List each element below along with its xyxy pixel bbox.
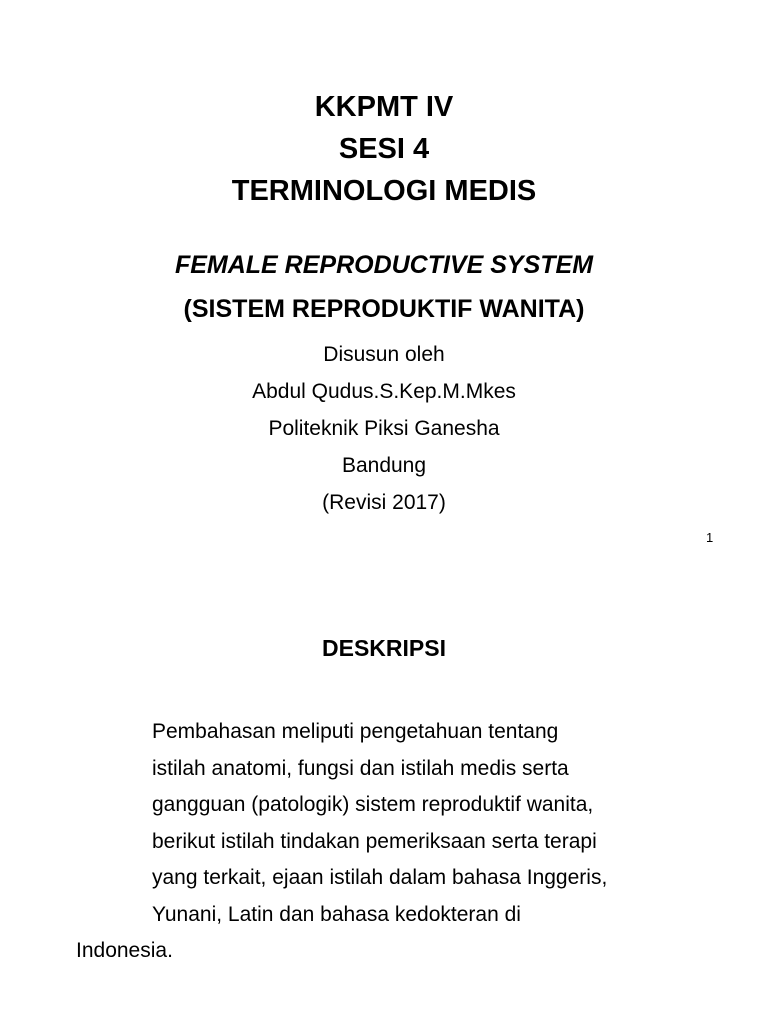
credit-institution: Politeknik Piksi Ganesha — [268, 417, 500, 440]
paragraph-line: gangguan (patologik) sistem reproduktif wanita, — [152, 793, 594, 816]
title-line-session: SESI 4 — [338, 133, 430, 165]
paragraph-line: Yunani, Latin dan bahasa kedokteran di — [152, 902, 521, 926]
cover-title — [0, 86, 768, 212]
subtitle-english: FEMALE REPRODUCTIVE SYSTEM — [174, 251, 594, 279]
paragraph-line: berikut istilah tindakan pemeriksaan serta terapi — [152, 829, 597, 853]
credit-city: Bandung — [341, 454, 427, 477]
credit-compiled-by: Disusun oleh — [323, 343, 445, 366]
title-line-topic: TERMINOLOGI MEDIS — [231, 175, 537, 207]
paragraph-line: Indonesia. — [76, 939, 173, 962]
page-number: 1 — [706, 530, 714, 545]
subtitle-indonesian: (SISTEM REPRODUKTIF WANITA) — [183, 295, 585, 323]
paragraph-line: yang terkait, ejaan istilah dalam bahasa Inggeris, — [152, 866, 608, 889]
credits-block — [0, 336, 768, 521]
section-heading-description: DESKRIPSI — [322, 635, 446, 661]
paragraph-line: Pembahasan meliputi pengetahuan tentang — [152, 720, 559, 743]
title-line-course: KKPMT IV — [314, 91, 454, 123]
credit-revision: (Revisi 2017) — [322, 491, 446, 514]
paragraph-line: istilah anatomi, fungsi dan istilah medis serta — [152, 756, 569, 780]
description-paragraph — [76, 714, 736, 970]
credit-author: Abdul Qudus.S.Kep.M.Mkes — [252, 380, 516, 403]
